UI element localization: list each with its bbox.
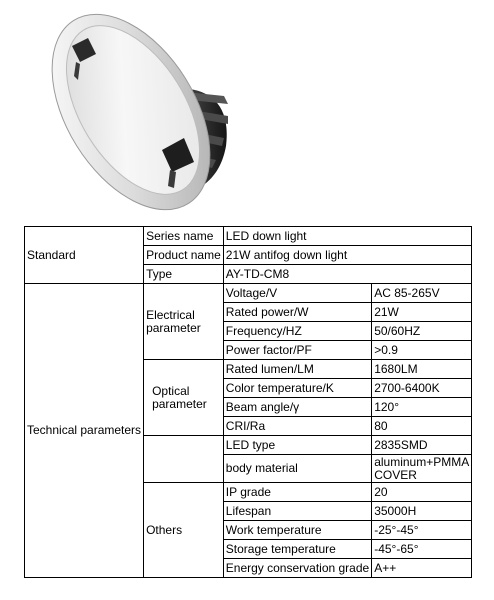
spec-value: 2700-6400K — [372, 379, 471, 398]
spec-value: 35000H — [372, 502, 471, 521]
spec-name: Beam angle/γ — [223, 398, 371, 417]
spec-name: Power factor/PF — [223, 341, 371, 360]
spec-value: 120° — [372, 398, 471, 417]
spec-name: Work temperature — [223, 521, 371, 540]
spec-value: 80 — [372, 417, 471, 436]
spec-name: IP grade — [223, 483, 371, 502]
section-label-standard: Standard — [25, 227, 144, 284]
group-label-optical: Optical parameter — [144, 360, 224, 436]
spec-name: Type — [144, 265, 224, 284]
spec-value: AY-TD-CM8 — [223, 265, 471, 284]
spec-value: 50/60HZ — [372, 322, 471, 341]
spec-value: aluminum+PMMA COVER — [372, 455, 471, 483]
spec-name: CRI/Ra — [223, 417, 371, 436]
spec-value: 2835SMD — [372, 436, 471, 455]
spec-value: -45°-65° — [372, 540, 471, 559]
group-label-others: Others — [144, 483, 224, 578]
spec-name: Series name — [144, 227, 224, 246]
spec-name: Frequency/HZ — [223, 322, 371, 341]
spec-name: Storage temperature — [223, 540, 371, 559]
spec-value: AC 85-265V — [372, 284, 471, 303]
spec-name: body material — [223, 455, 371, 483]
spec-value: 1680LM — [372, 360, 471, 379]
spec-value: >0.9 — [372, 341, 471, 360]
spec-value: 21W antifog down light — [223, 246, 471, 265]
spec-name: LED type — [223, 436, 371, 455]
spec-value: 20 — [372, 483, 471, 502]
spec-value: A++ — [372, 559, 471, 578]
spec-name: Lifespan — [223, 502, 371, 521]
spec-value: 21W — [372, 303, 471, 322]
spec-table — [24, 226, 472, 578]
spec-name: Color temperature/K — [223, 379, 371, 398]
spec-name: Rated lumen/LM — [223, 360, 371, 379]
group-label-electrical: Electrical parameter — [144, 284, 224, 360]
section-label-technical: Technical parameters — [25, 284, 144, 578]
spec-name: Voltage/V — [223, 284, 371, 303]
product-photo-downlight — [0, 0, 494, 222]
spec-row — [25, 227, 472, 246]
spec-name: Energy conservation grade — [223, 559, 371, 578]
spec-value: LED down light — [223, 227, 471, 246]
spec-row — [25, 284, 472, 303]
spec-name: Product name — [144, 246, 224, 265]
group-label-material — [144, 436, 224, 483]
spec-name: Rated power/W — [223, 303, 371, 322]
spec-value: -25°-45° — [372, 521, 471, 540]
